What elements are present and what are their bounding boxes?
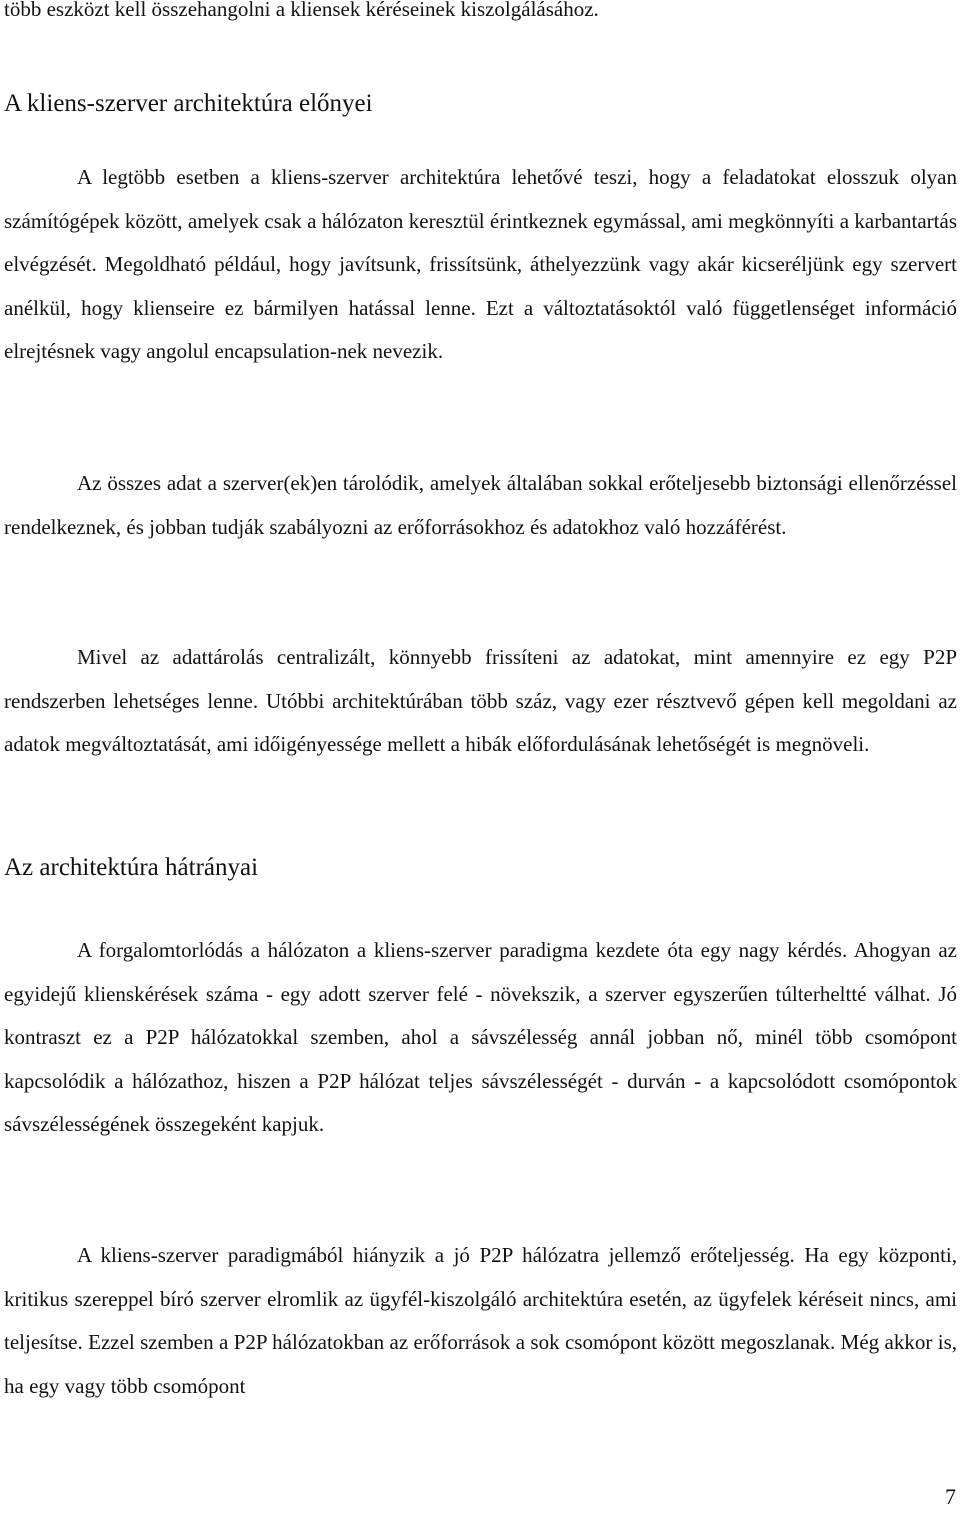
- paragraph: Mivel az adattárolás centralizált, könnyebb frissíteni az adatokat, mint amennyire ez egy P2P rendszerben lehetséges lenne. Utóbbi architektúrában több száz, vagy ezer résztvevő gépen kell megoldani az adatok megváltoztatását, ami időigényessége mellett a hibák előfordulásának lehetőségét is megnöveli.: [4, 645, 957, 757]
- paragraph: A kliens-szerver paradigmából hiányzik a jó P2P hálózatra jellemző erőteljesség. Ha egy központi, kritikus szereppel bíró szerver elromlik az ügyfél-kiszolgáló architektúra esetén, az ügyfelek kéréseit nincs, ami teljesítse. Ezzel szemben a P2P hálózatokban az erőforrások a sok csomópont között megoszlanak. Még akkor is, ha egy vagy több csomópont: [4, 1243, 957, 1398]
- paragraph: A legtöbb esetben a kliens-szerver architektúra lehetővé teszi, hogy a feladatokat elosszuk olyan számítógépek között, amelyek csak a hálózaton keresztül érintkeznek egymással, ami megkönnyíti a karbantartás elvégzését. Megoldható például, hogy javítsunk, frissítsünk, áthelyezzünk vagy akár kicseréljünk egy szervert anélkül, hogy klienseire ez bármilyen hatással lenne. Ezt a változtatásoktól való függetlenséget információ elrejtésnek vagy angolul encapsulation-nek nevezik.: [4, 165, 957, 364]
- section-heading-disadvantages: Az architektúra hátrányai: [4, 854, 259, 881]
- section-heading-advantages: A kliens-szerver architektúra előnyei: [4, 90, 373, 117]
- continued-text-line: több eszközt kell összehangolni a kliensek kéréseinek kiszolgálásához.: [4, 0, 599, 21]
- paragraph: Az összes adat a szerver(ek)en tárolódik, amelyek általában sokkal erőteljesebb biztonsági ellenőrzéssel rendelkeznek, és jobban tudják szabályozni az erőforrásokhoz és adatokhoz való hozzáférést.: [4, 471, 957, 539]
- page-number: 7: [945, 1484, 956, 1509]
- paragraph: A forgalomtorlódás a hálózaton a kliens-szerver paradigma kezdete óta egy nagy kérdés. Ahogyan az egyidejű klienskérések száma - egy adott szerver felé - növekszik, a szerver egyszerűen túlterheltté válhat. Jó kontraszt ez a P2P hálózatokkal szemben, ahol a sávszélesség annál jobban nő, minél több csomópont kapcsolódik a hálózathoz, hiszen a P2P hálózat teljes sávszélességét - durván - a kapcsolódott csomópontok sávszélességének összegeként kapjuk.: [4, 938, 957, 1137]
